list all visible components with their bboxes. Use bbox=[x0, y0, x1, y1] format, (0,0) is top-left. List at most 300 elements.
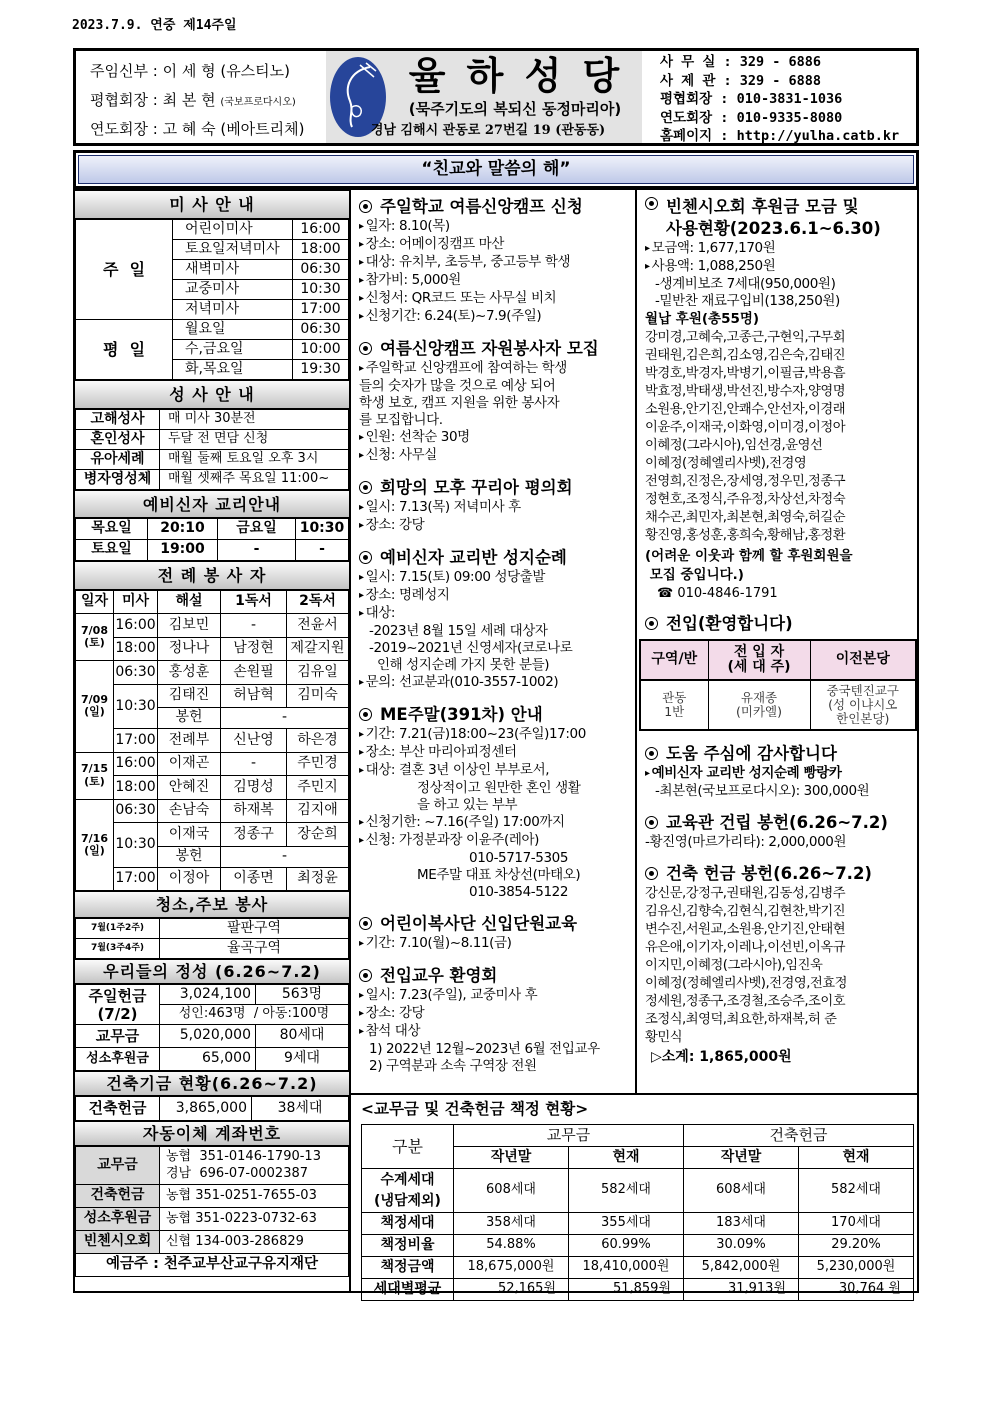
year-theme-banner: “친교와 말씀의 해” bbox=[73, 150, 919, 189]
notice-line: ▸ 기간: 7.21(금)18:00~23(주일)17:00 bbox=[359, 726, 635, 744]
notice-line: 을 하고 있는 부부 bbox=[417, 797, 518, 813]
assessment-sub-header: 작년말 bbox=[454, 1147, 569, 1169]
notice-section bbox=[359, 965, 635, 1075]
right-column bbox=[637, 190, 919, 1093]
liturgy-reader-1: 정종구 bbox=[221, 823, 287, 847]
donor-names: 채수곤,최민자,최본현,최영숙,허길순 bbox=[645, 510, 846, 525]
church-name: 율 하 성 당 bbox=[408, 54, 624, 98]
liturgy-reader-1: - bbox=[221, 614, 287, 638]
transfer-table bbox=[639, 639, 917, 731]
liturgy-reader-2: 장순희 bbox=[287, 823, 349, 847]
staff-council-president bbox=[90, 86, 326, 115]
vincent-line: ▸ 사용액: 1,088,250원 bbox=[645, 258, 919, 276]
assessment-value: 5,230,000원 bbox=[799, 1257, 914, 1279]
liturgy-reader-1: - bbox=[221, 752, 287, 776]
assessment-row-label: 책정금액 bbox=[362, 1257, 454, 1279]
sunday-attendance-breakdown: 성인:463명 / 아동:100명 bbox=[160, 1005, 349, 1025]
sunday-offering-amount: 3,024,100 bbox=[160, 985, 256, 1005]
notice-line: ▸ 장소: 명례성지 bbox=[359, 587, 635, 605]
building-donor-names: 변수진,서원교,소원용,안기진,안태현 bbox=[645, 922, 846, 937]
assessment-sub-header: 현재 bbox=[569, 1147, 684, 1169]
sacrament-detail: 매월 둘째 토요일 오후 3시 bbox=[160, 450, 349, 470]
building-donor-names: 유은애,이기자,이레나,이선빈,이옥규 bbox=[645, 940, 846, 955]
assessment-group-header: 건축헌금 bbox=[684, 1125, 914, 1147]
building-donor-names: 강신문,강정구,권태원,김동성,김병주 bbox=[645, 886, 846, 901]
contact-item bbox=[660, 90, 916, 109]
building-donation-title-text: 건축 헌금 봉헌(6.26~7.2) bbox=[666, 864, 872, 883]
notice-section bbox=[359, 338, 635, 465]
cleaning-table bbox=[75, 918, 349, 959]
donor-phone bbox=[645, 585, 919, 603]
contact-item bbox=[660, 127, 916, 146]
contact-separator: : bbox=[715, 72, 740, 89]
sacrament-name: 고해성사 bbox=[76, 410, 160, 430]
assessment-row-label: 책정비율 bbox=[362, 1235, 454, 1257]
liturgy-commentator: 안혜진 bbox=[158, 776, 221, 800]
assessment-value: 31,913원 bbox=[684, 1279, 799, 1301]
donor-names: 황진영,홍성훈,홍희숙,황해남,홍정환 bbox=[645, 528, 846, 543]
mass-time: 17:00 bbox=[293, 300, 349, 320]
sunday-offering-row bbox=[76, 985, 349, 1005]
transfer-header-row bbox=[640, 640, 916, 680]
contact-label: 사 제 관 bbox=[660, 72, 716, 89]
bulletin-date: 2023.7.9. 연중 제14주일 bbox=[72, 18, 237, 33]
liturgy-reader-1: 손원필 bbox=[221, 661, 287, 685]
liturgy-row bbox=[76, 823, 349, 847]
bullseye-icon bbox=[645, 867, 658, 880]
assessment-value: 18,410,000원 bbox=[569, 1257, 684, 1279]
notice-title-text: 희망의 모후 꾸리아 평의회 bbox=[380, 478, 573, 497]
contact-label: 홈페이지 bbox=[660, 128, 713, 144]
assessment-table bbox=[361, 1124, 914, 1301]
liturgy-header: 전 례 봉 사 자 bbox=[75, 561, 349, 590]
liturgy-mass-time: 17:00 bbox=[114, 867, 158, 891]
donor-names: 이혜정(정혜엘리사벳),전경영 bbox=[645, 456, 807, 471]
mass-schedule-table bbox=[75, 219, 349, 380]
bullseye-icon bbox=[359, 481, 372, 494]
liturgy-row bbox=[76, 729, 349, 753]
assessment-value: 582세대 bbox=[799, 1169, 914, 1213]
notices-column bbox=[351, 190, 637, 1093]
notice-line: ▸ 신청기한: ~7.16(주일) 17:00까지 bbox=[359, 814, 635, 832]
mass-name: 토요일저녁미사 bbox=[173, 240, 293, 260]
building-fund-amount: 3,865,000 bbox=[160, 1097, 252, 1121]
assessment-corner: 구분 bbox=[362, 1125, 454, 1169]
building-fund-header: 건축기금 현황(6.26~7.2) bbox=[75, 1071, 349, 1096]
mass-name: 새벽미사 bbox=[173, 260, 293, 280]
notice-line: ▸ 장소: 강당 bbox=[359, 517, 635, 535]
liturgy-row bbox=[76, 684, 349, 708]
liturgy-column-header: 미사 bbox=[114, 591, 158, 614]
sacrament-name: 유아세례 bbox=[76, 450, 160, 470]
assessment-section bbox=[351, 1093, 919, 1297]
assessment-row bbox=[362, 1169, 914, 1213]
liturgy-reader-1: 신난영 bbox=[221, 729, 287, 753]
vincent-title bbox=[645, 196, 919, 240]
liturgy-reader-2: 최정윤 bbox=[287, 867, 349, 891]
notice-line: ▸ 장소: 어메이징캠프 마산 bbox=[359, 236, 635, 254]
staff-label: 평협회장 : bbox=[90, 91, 163, 109]
bullseye-icon bbox=[359, 200, 372, 213]
sacrament-detail: 두달 전 면담 신청 bbox=[160, 430, 349, 450]
notice-line: ME주말 대표 차상선(마태오) bbox=[417, 867, 581, 883]
building-donor-names: 정세원,정종구,조경철,조승주,조이호 bbox=[645, 994, 846, 1009]
mass-name: 월요일 bbox=[173, 320, 293, 340]
assessment-sub-header: 현재 bbox=[799, 1147, 914, 1169]
notice-line: ▸ 장소: 강당 bbox=[359, 1005, 635, 1023]
offering-row bbox=[76, 1048, 349, 1071]
notice-line: ▸ 참가비: 5,000원 bbox=[359, 272, 635, 290]
accounts-table bbox=[75, 1146, 349, 1277]
catechumen-cell: 토요일 bbox=[76, 540, 148, 561]
bulletin-body bbox=[73, 188, 919, 1297]
liturgy-column-header: 일자 bbox=[76, 591, 114, 614]
sacraments-header: 성 사 안 내 bbox=[75, 380, 349, 409]
staff-baptismal-name: (국보프로다시오) bbox=[220, 97, 296, 108]
liturgy-reader-1: 김명성 bbox=[221, 776, 287, 800]
cleaning-district: 팔판구역 bbox=[160, 919, 349, 939]
mass-time: 18:00 bbox=[293, 240, 349, 260]
assessment-row bbox=[362, 1213, 914, 1235]
assessment-value: 358세대 bbox=[454, 1213, 569, 1235]
catechumen-cell: - bbox=[218, 540, 296, 561]
contact-value: 010-9335-8080 bbox=[736, 109, 843, 126]
account-number: 농협 351-0223-0732-63 bbox=[160, 1208, 349, 1231]
donor-names: 정현호,조정식,주유정,차상선,차정숙 bbox=[645, 492, 846, 507]
liturgy-reader-1: 남정현 bbox=[221, 637, 287, 661]
notice-title bbox=[359, 477, 635, 499]
contact-separator: : bbox=[715, 54, 740, 70]
liturgy-reader-2: 김지애 bbox=[287, 799, 349, 823]
left-column bbox=[75, 190, 351, 1291]
catechumen-table bbox=[75, 518, 349, 561]
notice-line: ▸ 문의: 선교분과(010-3557-1002) bbox=[359, 674, 635, 692]
assessment-sub-header: 작년말 bbox=[684, 1147, 799, 1169]
offerings-table bbox=[75, 984, 349, 1071]
sunday-offering-label: 주일헌금 (7/2) bbox=[76, 985, 160, 1025]
bullseye-icon bbox=[645, 617, 658, 630]
sacrament-row bbox=[76, 410, 349, 430]
thanks-detail: -최본현(국보프로다시오): 300,000원 bbox=[655, 783, 870, 799]
thanks-section bbox=[645, 743, 919, 800]
assessment-row bbox=[362, 1279, 914, 1301]
liturgy-offertory: 봉헌 bbox=[158, 708, 221, 729]
offering-amount: 65,000 bbox=[160, 1048, 256, 1071]
account-row bbox=[76, 1185, 349, 1208]
offering-label: 교무금 bbox=[76, 1025, 160, 1048]
notice-section bbox=[359, 477, 635, 535]
vincent-line: -생계비보조 7세대(950,000원) bbox=[655, 276, 836, 292]
assessment-group-header: 교무금 bbox=[454, 1125, 684, 1147]
assessment-value: 54.88% bbox=[454, 1235, 569, 1257]
building-donor-names: 황민식 bbox=[645, 1030, 683, 1045]
transfer-column-header: 구역/반 bbox=[640, 640, 708, 680]
donor-names: 소원용,안기진,안쾌수,안선자,이경래 bbox=[645, 402, 846, 417]
liturgy-column-header: 2독서 bbox=[287, 591, 349, 614]
liturgy-commentator: 이재곤 bbox=[158, 752, 221, 776]
notice-line: 1) 2022년 12월~2023년 6월 전입교우 bbox=[369, 1041, 600, 1057]
liturgy-commentator: 김보민 bbox=[158, 614, 221, 638]
liturgy-row bbox=[76, 799, 349, 823]
cleaning-row bbox=[76, 919, 349, 939]
assessment-row bbox=[362, 1257, 914, 1279]
cleaning-row bbox=[76, 939, 349, 959]
bullseye-icon bbox=[645, 816, 658, 829]
liturgy-row bbox=[76, 637, 349, 661]
notice-line: ▸ 인원: 선착순 30명 bbox=[359, 429, 635, 447]
notice-line: ▸ 대상: 유치부, 초등부, 중고등부 학생 bbox=[359, 254, 635, 272]
catechumen-cell: - bbox=[296, 540, 349, 561]
liturgy-column-header: 1독서 bbox=[221, 591, 287, 614]
mass-name: 수,금요일 bbox=[173, 340, 293, 360]
notice-section bbox=[359, 547, 635, 692]
assessment-row bbox=[362, 1235, 914, 1257]
liturgy-row bbox=[76, 661, 349, 685]
donor-names: 박효정,박태생,박선진,방수자,양영명 bbox=[645, 384, 846, 399]
account-row bbox=[76, 1231, 349, 1254]
catechumen-header: 예비신자 교리안내 bbox=[75, 490, 349, 518]
education-hall-detail: -황진영(마르가리타): 2,000,000원 bbox=[645, 834, 847, 850]
sacrament-row bbox=[76, 450, 349, 470]
catechumen-cell: 20:10 bbox=[148, 519, 218, 540]
contact-value: 010-3831-1036 bbox=[736, 91, 843, 107]
offering-count: 9세대 bbox=[256, 1048, 349, 1071]
phone-number: 010-4846-1791 bbox=[677, 586, 778, 601]
staff-requiem-president bbox=[90, 115, 326, 144]
building-donation-section bbox=[645, 863, 919, 1067]
sacrament-name: 혼인성사 bbox=[76, 430, 160, 450]
liturgy-commentator: 김태진 bbox=[158, 684, 221, 708]
contact-label: 평협회장 bbox=[660, 91, 713, 107]
notice-line: ▸ 일시: 7.23(주일), 교중미사 후 bbox=[359, 987, 635, 1005]
catechumen-cell: 10:30 bbox=[296, 519, 349, 540]
transfer-section bbox=[645, 613, 919, 731]
liturgy-reader-2: 김유일 bbox=[287, 661, 349, 685]
assessment-group-row bbox=[362, 1125, 914, 1147]
donor-names: 강미경,고혜숙,고종근,구현익,구무회 bbox=[645, 330, 846, 345]
building-donor-names: 조정식,최영덕,최요한,하재복,허 준 bbox=[645, 1012, 837, 1027]
notice-line: -2023년 8월 15일 세례 대상자 bbox=[369, 623, 548, 639]
contact-label: 사 무 실 bbox=[660, 54, 716, 70]
contact-value: http://yulha.catb.kr bbox=[736, 128, 900, 144]
notice-line: ▸ 참석 대상 bbox=[359, 1023, 635, 1041]
vincent-section bbox=[645, 196, 919, 603]
church-subtitle: (묵주기도의 복되신 동정마리아) bbox=[408, 100, 622, 118]
transfer-cell: 중국텐진교구 (성 이냐시오 한인본당) bbox=[810, 680, 916, 730]
notice-line: ▸ 대상: 결혼 3년 이상인 부부로서, bbox=[359, 762, 635, 780]
liturgy-commentator: 홍성훈 bbox=[158, 661, 221, 685]
liturgy-table bbox=[75, 590, 349, 891]
assessment-value: 183세대 bbox=[684, 1213, 799, 1235]
vincent-line: -밑반찬 재료구입비(138,250원) bbox=[655, 293, 840, 309]
contact-value: 329 - 6888 bbox=[739, 72, 822, 89]
transfer-row bbox=[640, 680, 916, 730]
liturgy-date: 7/08 (토) bbox=[76, 614, 114, 661]
liturgy-mass-time: 06:30 bbox=[114, 799, 158, 823]
mass-name: 교중미사 bbox=[173, 280, 293, 300]
account-label: 성소후원금 bbox=[76, 1208, 160, 1231]
thanks-title-text: 도움 주심에 감사합니다 bbox=[666, 744, 837, 763]
notice-line: 를 모집합니다. bbox=[359, 412, 443, 428]
liturgy-reader-2: 주민경 bbox=[287, 752, 349, 776]
notice-line: 정상적이고 원만한 혼인 생활 bbox=[417, 780, 581, 796]
assessment-value: 52,165원 bbox=[454, 1279, 569, 1301]
assessment-value: 30.09% bbox=[684, 1235, 799, 1257]
mass-time: 06:30 bbox=[293, 260, 349, 280]
donor-names: 이혜정(그라시아),임선경,윤영선 bbox=[645, 438, 823, 453]
account-number: 농협 351-0146-1790-13 경남 696-07-0002387 bbox=[160, 1147, 349, 1185]
notice-line: 학생 보호, 캠프 지원을 위한 봉사자 bbox=[359, 395, 560, 411]
transfer-cell: 관동 1반 bbox=[640, 680, 708, 730]
notice-title-text: 여름신앙캠프 자원봉사자 모집 bbox=[380, 339, 599, 358]
building-donation-subtotal: ▷소계: 1,865,000원 bbox=[651, 1049, 792, 1065]
notice-line: ▸ 일시: 7.15(토) 09:00 성당출발 bbox=[359, 569, 635, 587]
liturgy-reader-1: 허남혁 bbox=[221, 684, 287, 708]
building-donation-title bbox=[645, 863, 919, 885]
liturgy-row bbox=[76, 614, 349, 638]
liturgy-row bbox=[76, 776, 349, 800]
notice-section bbox=[359, 196, 635, 326]
liturgy-mass-time: 17:00 bbox=[114, 729, 158, 753]
mass-time: 16:00 bbox=[293, 220, 349, 240]
assessment-value: 18,675,000원 bbox=[454, 1257, 569, 1279]
donor-names: 전영희,진정은,장세영,정우민,정종구 bbox=[645, 474, 846, 489]
contact-separator: : bbox=[712, 128, 737, 144]
liturgy-date: 7/16 (일) bbox=[76, 799, 114, 891]
staff-label: 연도회장 : bbox=[90, 120, 163, 138]
assessment-value: 5,842,000원 bbox=[684, 1257, 799, 1279]
sacrament-row bbox=[76, 470, 349, 490]
account-number: 농협 351-0251-7655-03 bbox=[160, 1185, 349, 1208]
account-holder-row bbox=[76, 1254, 349, 1277]
notice-title-text: 예비신자 교리반 성지순례 bbox=[380, 548, 567, 567]
bullseye-icon bbox=[645, 747, 658, 760]
mass-row bbox=[76, 320, 349, 340]
thanks-title bbox=[645, 743, 919, 765]
transfer-column-header: 전 입 자 (세 대 주) bbox=[708, 640, 810, 680]
notice-title-text: 주일학교 여름신앙캠프 신청 bbox=[380, 197, 583, 216]
mass-name: 저녁미사 bbox=[173, 300, 293, 320]
notice-title bbox=[359, 913, 635, 935]
mass-name: 어린이미사 bbox=[173, 220, 293, 240]
bullseye-icon bbox=[359, 342, 372, 355]
notice-line: ▸ 신청기간: 6.24(토)~7.9(주일) bbox=[359, 308, 635, 326]
liturgy-commentator: 이재국 bbox=[158, 823, 221, 847]
account-number: 신협 134-003-286829 bbox=[160, 1231, 349, 1254]
notice-line: ▸ 대상: bbox=[359, 605, 635, 623]
building-fund-label: 건축헌금 bbox=[76, 1097, 160, 1121]
transfer-title-text: 전입(환영합니다) bbox=[666, 614, 793, 633]
notice-line: 010-5717-5305 bbox=[469, 850, 569, 866]
assessment-row-label: 세대별평균 bbox=[362, 1279, 454, 1301]
assessment-value: 29.20% bbox=[799, 1235, 914, 1257]
education-hall-title bbox=[645, 812, 919, 834]
mass-name: 화,목요일 bbox=[173, 360, 293, 380]
assessment-row-label: 수계세대 (냉담제외) bbox=[362, 1169, 454, 1213]
notice-title-text: 어린이복사단 신입단원교육 bbox=[380, 914, 578, 933]
assessment-value: 355세대 bbox=[569, 1213, 684, 1235]
notice-line: 들의 숫자가 많을 것으로 예상 되어 bbox=[359, 378, 556, 394]
church-header bbox=[73, 48, 919, 146]
notice-line: ▸ 신청: 사무실 bbox=[359, 447, 635, 465]
education-hall-title-text: 교육관 건립 봉헌(6.26~7.2) bbox=[666, 813, 888, 832]
liturgy-reader-1: 하재복 bbox=[221, 799, 287, 823]
catechumen-cell: 19:00 bbox=[148, 540, 218, 561]
donor-names: 권태원,김은희,김소영,김은숙,김태진 bbox=[645, 348, 846, 363]
catechumen-row bbox=[76, 540, 349, 561]
transfer-column-header: 이전본당 bbox=[810, 640, 916, 680]
assessment-title: <교무금 및 건축헌금 책정 현황> bbox=[361, 1100, 589, 1118]
notice-line: -2019~2021년 신영세자(코로나로 bbox=[369, 640, 573, 656]
liturgy-mass-time: 10:30 bbox=[114, 684, 158, 729]
notice-line: ▸ 신청: 가정분과장 이윤주(레아) bbox=[359, 832, 635, 850]
notice-line: 010-3854-5122 bbox=[469, 884, 569, 900]
cleaning-district: 율곡구역 bbox=[160, 939, 349, 959]
bullseye-icon bbox=[359, 917, 372, 930]
notice-line: ▸ 주일학교 신앙캠프에 참여하는 학생 bbox=[359, 360, 635, 378]
liturgy-reader-2: 전윤서 bbox=[287, 614, 349, 638]
cleaning-header: 청소,주보 봉사 bbox=[75, 891, 349, 918]
liturgy-reader-1: 이종면 bbox=[221, 867, 287, 891]
account-label: 빈첸시오회 bbox=[76, 1231, 160, 1254]
assessment-row-label: 책정세대 bbox=[362, 1213, 454, 1235]
assessment-value: 608세대 bbox=[684, 1169, 799, 1213]
liturgy-reader-2: 제갈지원 bbox=[287, 637, 349, 661]
contact-label: 연도회장 bbox=[660, 109, 713, 126]
liturgy-header-row bbox=[76, 591, 349, 614]
mass-row bbox=[76, 220, 349, 240]
assessment-value: 582세대 bbox=[569, 1169, 684, 1213]
liturgy-offertory-value: - bbox=[221, 708, 349, 729]
mass-schedule-header: 미 사 안 내 bbox=[75, 190, 349, 219]
liturgy-mass-time: 06:30 bbox=[114, 661, 158, 685]
account-row bbox=[76, 1208, 349, 1231]
liturgy-offertory-value: - bbox=[221, 846, 349, 867]
liturgy-mass-time: 10:30 bbox=[114, 823, 158, 868]
liturgy-date: 7/15 (토) bbox=[76, 752, 114, 799]
assessment-value: 51,859원 bbox=[569, 1279, 684, 1301]
cleaning-period: 7월(3주4주) bbox=[76, 939, 160, 959]
thanks-item: ▸ 예비신자 교리반 성지순례 빵랑카 bbox=[645, 765, 919, 783]
liturgy-row bbox=[76, 867, 349, 891]
contact-list bbox=[642, 51, 916, 143]
liturgy-mass-time: 18:00 bbox=[114, 637, 158, 661]
contact-value: 329 - 6886 bbox=[739, 54, 822, 70]
building-fund-row bbox=[76, 1097, 349, 1121]
account-row bbox=[76, 1147, 349, 1185]
liturgy-reader-2: 주민지 bbox=[287, 776, 349, 800]
account-label: 교무금 bbox=[76, 1147, 160, 1185]
offering-row bbox=[76, 1025, 349, 1048]
liturgy-commentator: 전례부 bbox=[158, 729, 221, 753]
notice-line: ▸ 기간: 7.10(월)~8.11(금) bbox=[359, 935, 635, 953]
phone-icon: ☎ bbox=[657, 586, 678, 601]
notice-line: 인해 성지순례 가지 못한 분들) bbox=[377, 657, 550, 673]
assessment-value: 608세대 bbox=[454, 1169, 569, 1213]
liturgy-offertory: 봉헌 bbox=[158, 846, 221, 867]
catechumen-row bbox=[76, 519, 349, 540]
account-label: 건축헌금 bbox=[76, 1185, 160, 1208]
mass-time: 06:30 bbox=[293, 320, 349, 340]
liturgy-row bbox=[76, 752, 349, 776]
mass-time: 19:30 bbox=[293, 360, 349, 380]
notice-section bbox=[359, 913, 635, 953]
assessment-value: 60.99% bbox=[569, 1235, 684, 1257]
donors-title: 월납 후원(총55명) bbox=[645, 311, 760, 327]
building-donor-names: 김유신,김향숙,김현식,김현찬,박기진 bbox=[645, 904, 846, 919]
sacrament-name: 병자영성체 bbox=[76, 470, 160, 490]
notice-title bbox=[359, 965, 635, 987]
